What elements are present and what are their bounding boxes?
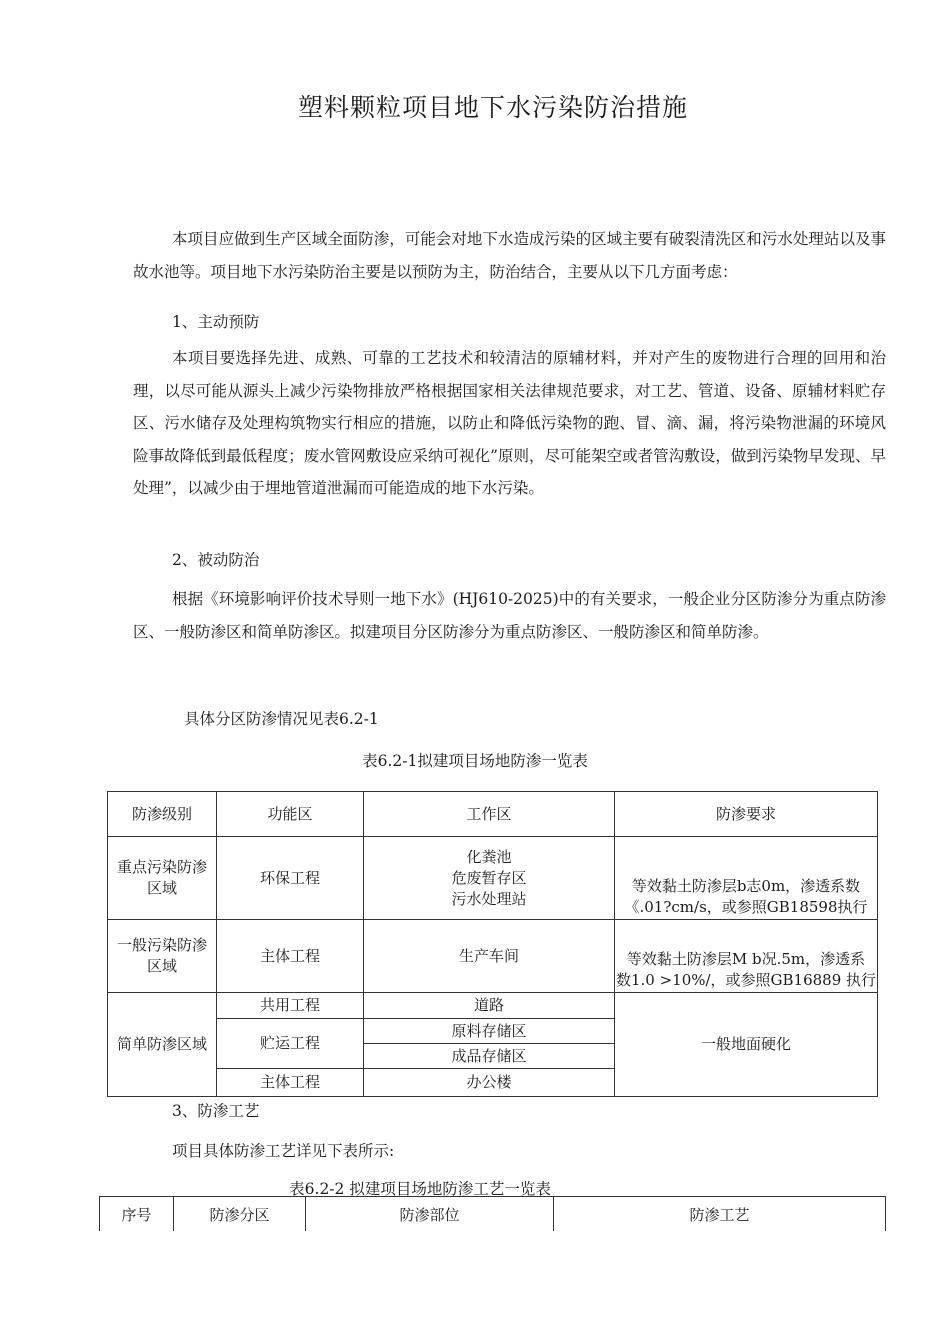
zone-level-line: 区域 xyxy=(146,879,177,897)
seepage-process-table xyxy=(99,1196,886,1231)
requirement-line: 《.01?cm/s，或参照GB18598执行 xyxy=(624,898,868,916)
section1-paragraph: 本项目要选择先进、成熟、可靠的工艺技术和较清洁的原辅材料，并对产生的废物进行合理的回用和治理，以尽可能从源头上减少污染物排放严格根据国家相关法律规范要求，对工艺、管道、设备、原辅材料贮存区、污水储存及处理构筑物实行相应的措施，以防止和降低污染物的跑、冒、滴、漏，将污染物泄漏的环境风险事故降低到最低程度；废水管网敷设应采纳可视化”原则，尽可能架空或者管沟敷设，做到污染物早发现、早处理”，以减少由于埋地管道泄漏而可能造成的地下水污染。 xyxy=(133,349,886,497)
section2-paragraph: 根据《环境影响评价技术导则一地下水》(HJ610-2025)中的有关要求，一般企业分区防渗分为重点防渗区、一般防渗区和简单防渗区。拟建项目分区防渗分为重点防渗区、一般防渗区和简单防渗。 xyxy=(133,590,886,641)
work-area-cell: 办公楼 xyxy=(364,1069,615,1097)
work-area-cell: 生产车间 xyxy=(364,920,615,993)
header-cell: 工作区 xyxy=(364,792,615,837)
work-area-cell: 原料存储区 xyxy=(364,1019,615,1044)
function-cell: 主体工程 xyxy=(217,1069,364,1097)
work-area-line: 危废暂存区 xyxy=(451,868,527,887)
zone-level-line: 一般污染防渗 xyxy=(116,936,207,954)
intro-paragraph: 本项目应做到生产区域全面防渗，可能会对地下水造成污染的区域主要有破裂清洗区和污水处理站以及事故水池等。项目地下水污染防治主要是以预防为主，防治结合，主要从以下几方面考虑： xyxy=(133,230,886,281)
zone-level-cell: 简单防渗区域 xyxy=(108,993,217,1097)
section1-heading: 1、主动预防 xyxy=(172,313,260,331)
work-area-cell xyxy=(364,837,615,920)
work-area-cell: 成品存储区 xyxy=(364,1044,615,1069)
table-header-row xyxy=(100,1197,886,1232)
table1-lead-text: 具体分区防渗情况见表6.2-1 xyxy=(184,710,379,728)
table-row xyxy=(108,993,878,1019)
header-cell: 防渗分区 xyxy=(174,1197,306,1232)
zone-level-line: 重点污染防渗 xyxy=(116,858,207,876)
function-cell: 共用工程 xyxy=(217,993,364,1019)
header-cell: 防渗工艺 xyxy=(554,1197,886,1232)
function-cell: 贮运工程 xyxy=(217,1019,364,1069)
seepage-zone-table xyxy=(107,791,878,1097)
section3-heading: 3、防渗工艺 xyxy=(172,1102,260,1120)
requirement-line: 等效黏土防渗层M b况.5m，渗透系 xyxy=(626,950,866,968)
section3-paragraph: 项目具体防渗工艺详见下表所示: xyxy=(172,1142,395,1160)
table1-caption: 表6.2-1拟建项目场地防渗一览表 xyxy=(362,752,588,770)
header-cell: 功能区 xyxy=(217,792,364,837)
section2-heading: 2、被动防治 xyxy=(172,551,260,569)
work-area-line: 污水处理站 xyxy=(451,889,527,908)
page-title: 塑料颗粒项目地下水污染防治措施 xyxy=(297,93,688,122)
work-area-line: 化粪池 xyxy=(466,847,512,866)
function-cell: 主体工程 xyxy=(217,920,364,993)
table-header-row xyxy=(108,792,878,837)
function-cell: 环保工程 xyxy=(217,837,364,920)
requirement-line: 等效黏土防渗层b志0m，渗透系数 xyxy=(631,877,861,895)
header-cell: 防渗级别 xyxy=(108,792,217,837)
requirement-cell xyxy=(615,837,878,920)
requirement-line: 数1.0 >10%/，或参照GB16889 执行 xyxy=(615,971,877,989)
table2-caption: 表6.2-2 拟建项目场地防渗工艺一览表 xyxy=(289,1180,551,1198)
requirement-cell: 一般地面硬化 xyxy=(615,993,878,1097)
header-cell: 防渗部位 xyxy=(306,1197,554,1232)
zone-level-line: 区域 xyxy=(146,957,177,975)
header-cell: 防渗要求 xyxy=(615,792,878,837)
table-row xyxy=(108,920,878,993)
zone-level-cell xyxy=(108,920,217,993)
table-row xyxy=(108,837,878,920)
header-cell: 序号 xyxy=(100,1197,174,1232)
work-area-cell: 道路 xyxy=(364,993,615,1019)
requirement-cell xyxy=(615,920,878,993)
zone-level-cell xyxy=(108,837,217,920)
